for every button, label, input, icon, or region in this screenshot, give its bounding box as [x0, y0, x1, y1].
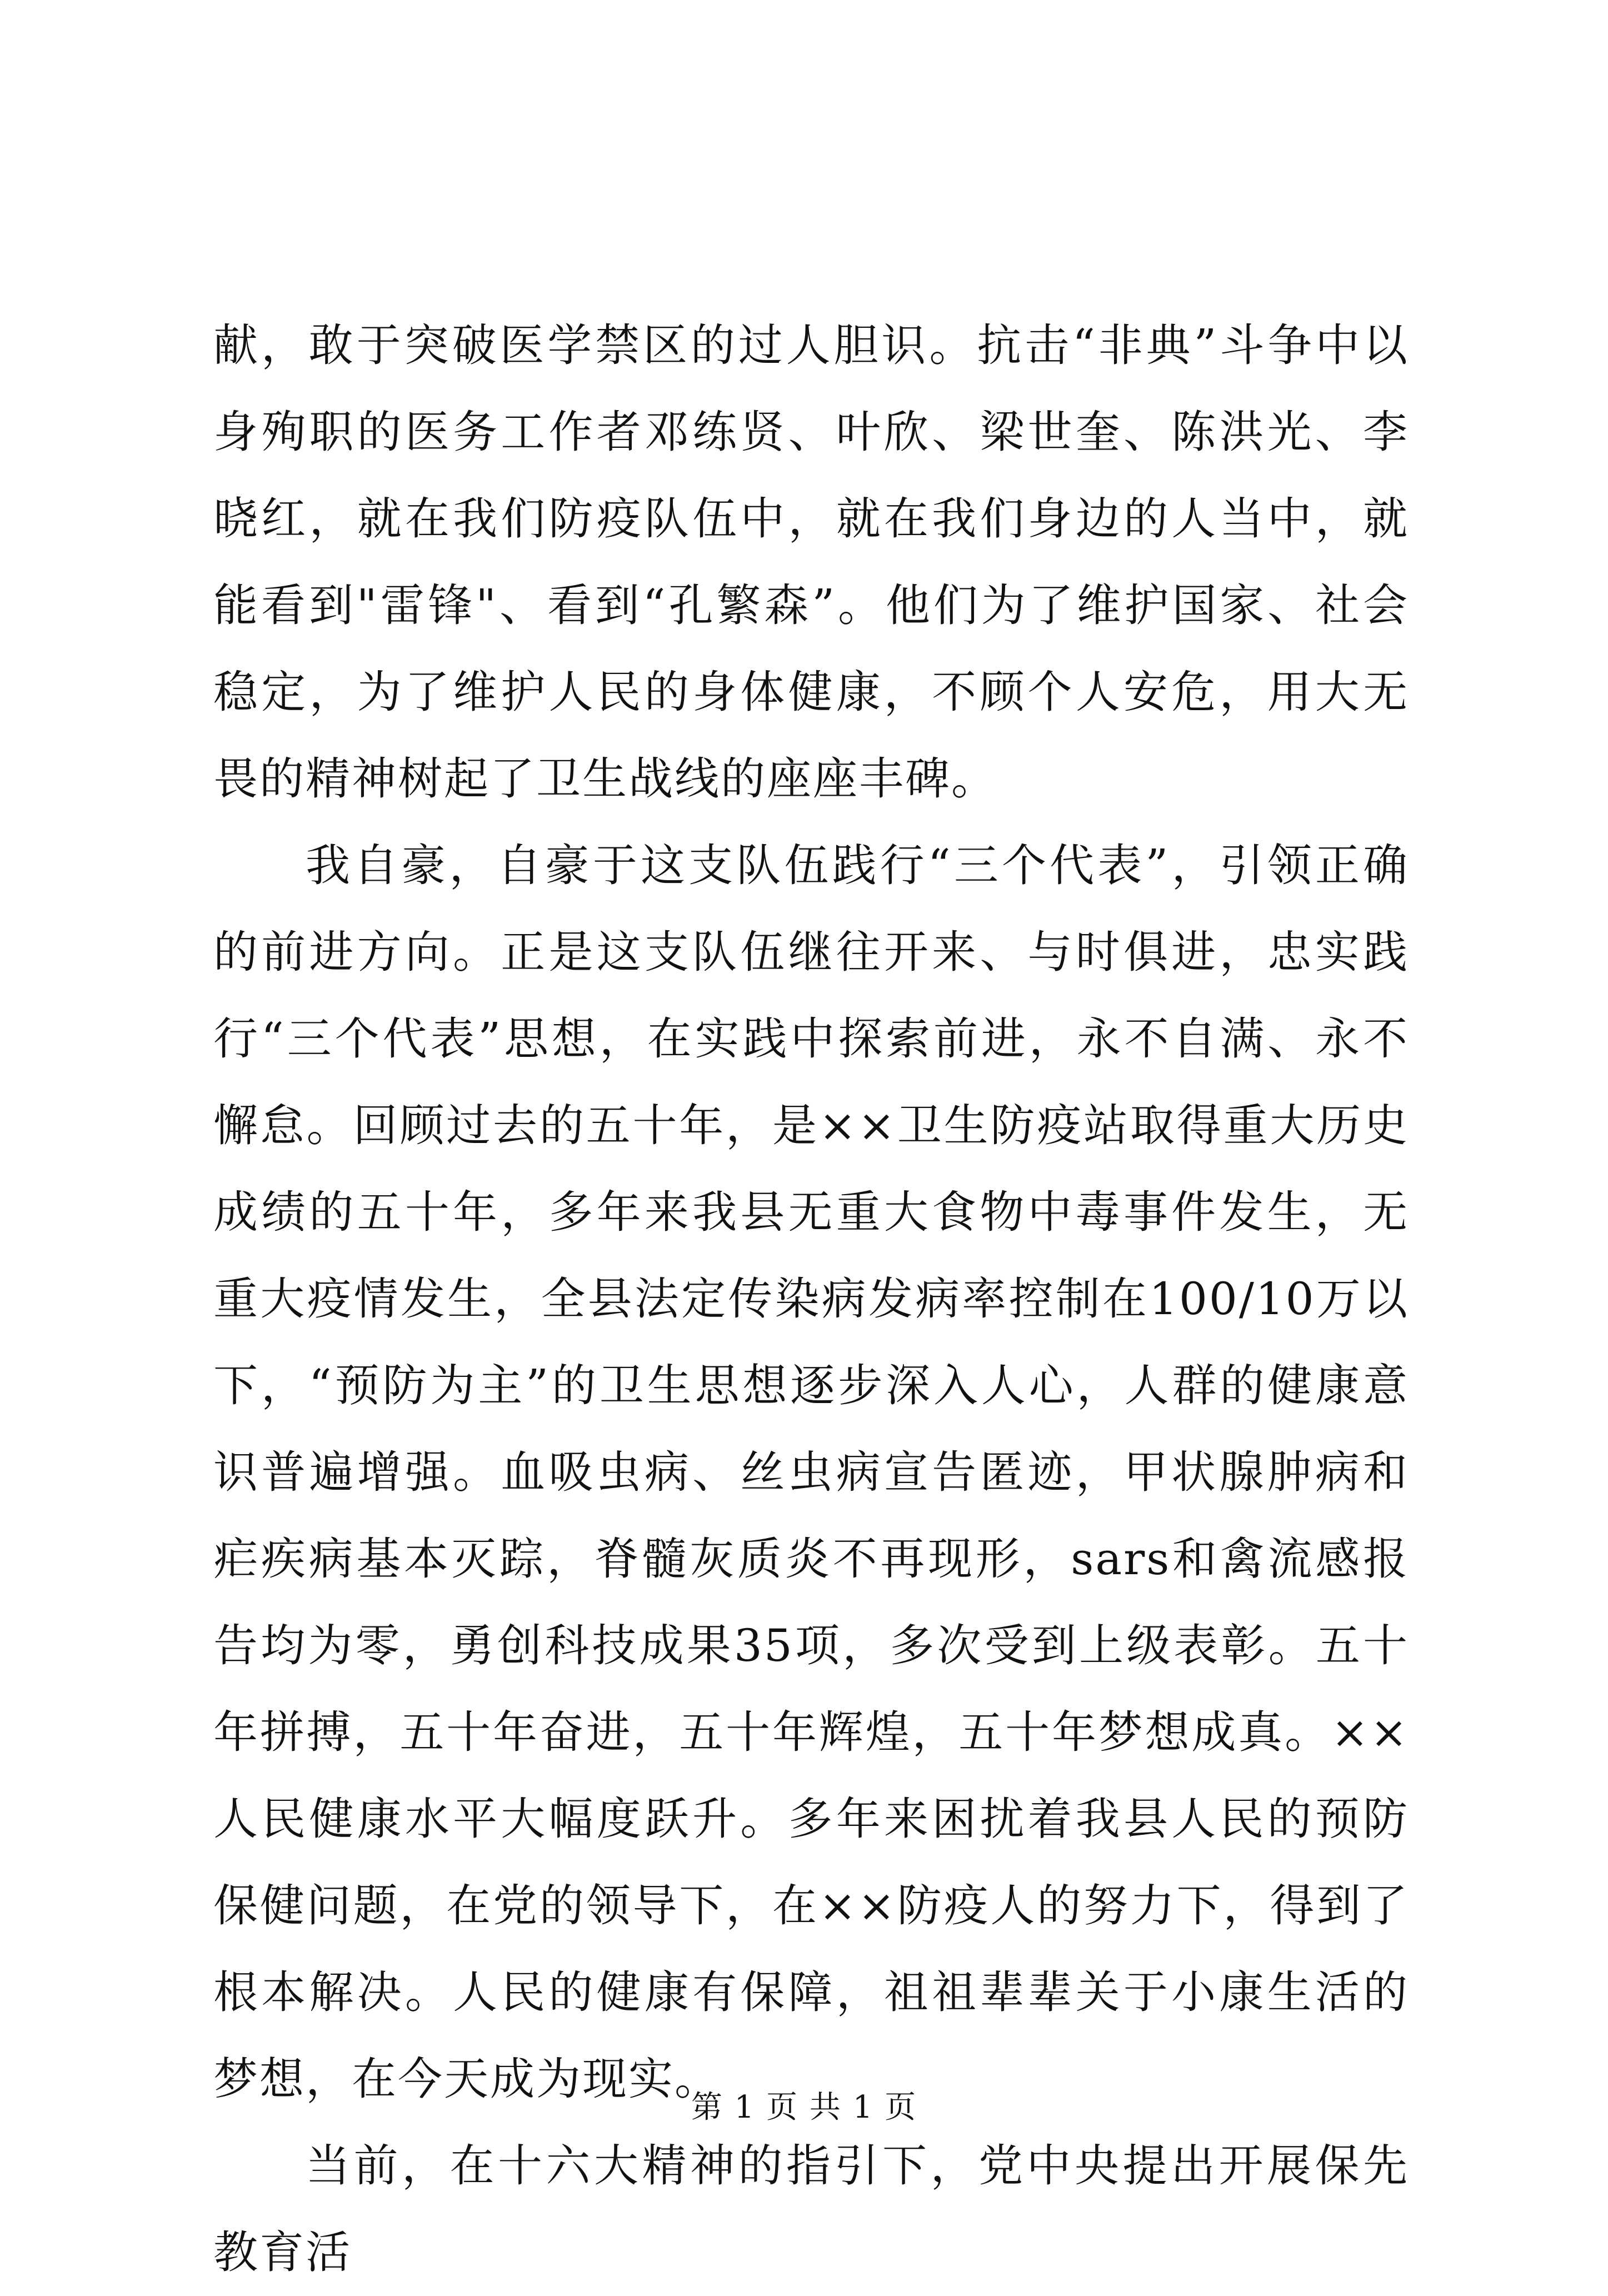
page-footer: 第 1 页 共 1 页 — [691, 2089, 917, 2125]
paragraph-3: 当前，在十六大精神的指引下，党中央提出开展保先教育活 — [213, 2140, 1409, 2278]
paragraph-2: 我自豪，自豪于这支队伍践行“三个代表”，引领正确的前进方向。正是这支队伍继往开来、与时俱进，忠实践行“三个代表”思想，在实践中探索前进，永不自满、永不懈怠。回顾过去的五十年，是××卫生防疫站取得重大历史成绩的五十年，多年来我县无重大食物中毒事件发生，无重大疫情发生，全县法定传染病发病率控制在100/10万以下，“预防为主”的卫生思想逐步深入人心，人群的健康意识普遍增强。血吸虫病、丝虫病宣告匿迹，甲状腺肿病和疟疾病基本灭踪，脊髓灰质炎不再现形，sars和禽流感报告均为零，勇创科技成果35项，多次受到上级表彰。五十年拼搏，五十年奋进，五十年辉煌，五十年梦想成真。××人民健康水平大幅度跃升。多年来困扰着我县人民的预防保健问题，在党的领导下，在××防疫人的努力下，得到了根本解决。人民的健康有保障，祖祖辈辈关于小康生活的梦想，在今天成为现实。 — [213, 840, 1409, 2105]
paragraph-1: 献，敢于突破医学禁区的过人胆识。抗击“非典”斗争中以身殉职的医务工作者邓练贤、叶欣、梁世奎、陈洪光、李晓红，就在我们防疫队伍中，就在我们身边的人当中，就能看到"雷锋"、看到“孔繁森”。他们为了维护国家、社会稳定，为了维护人民的身体健康，不顾个人安危，用大无畏的精神树起了卫生战线的座座丰碑。 — [213, 320, 1409, 805]
body-text — [213, 302, 1409, 2296]
